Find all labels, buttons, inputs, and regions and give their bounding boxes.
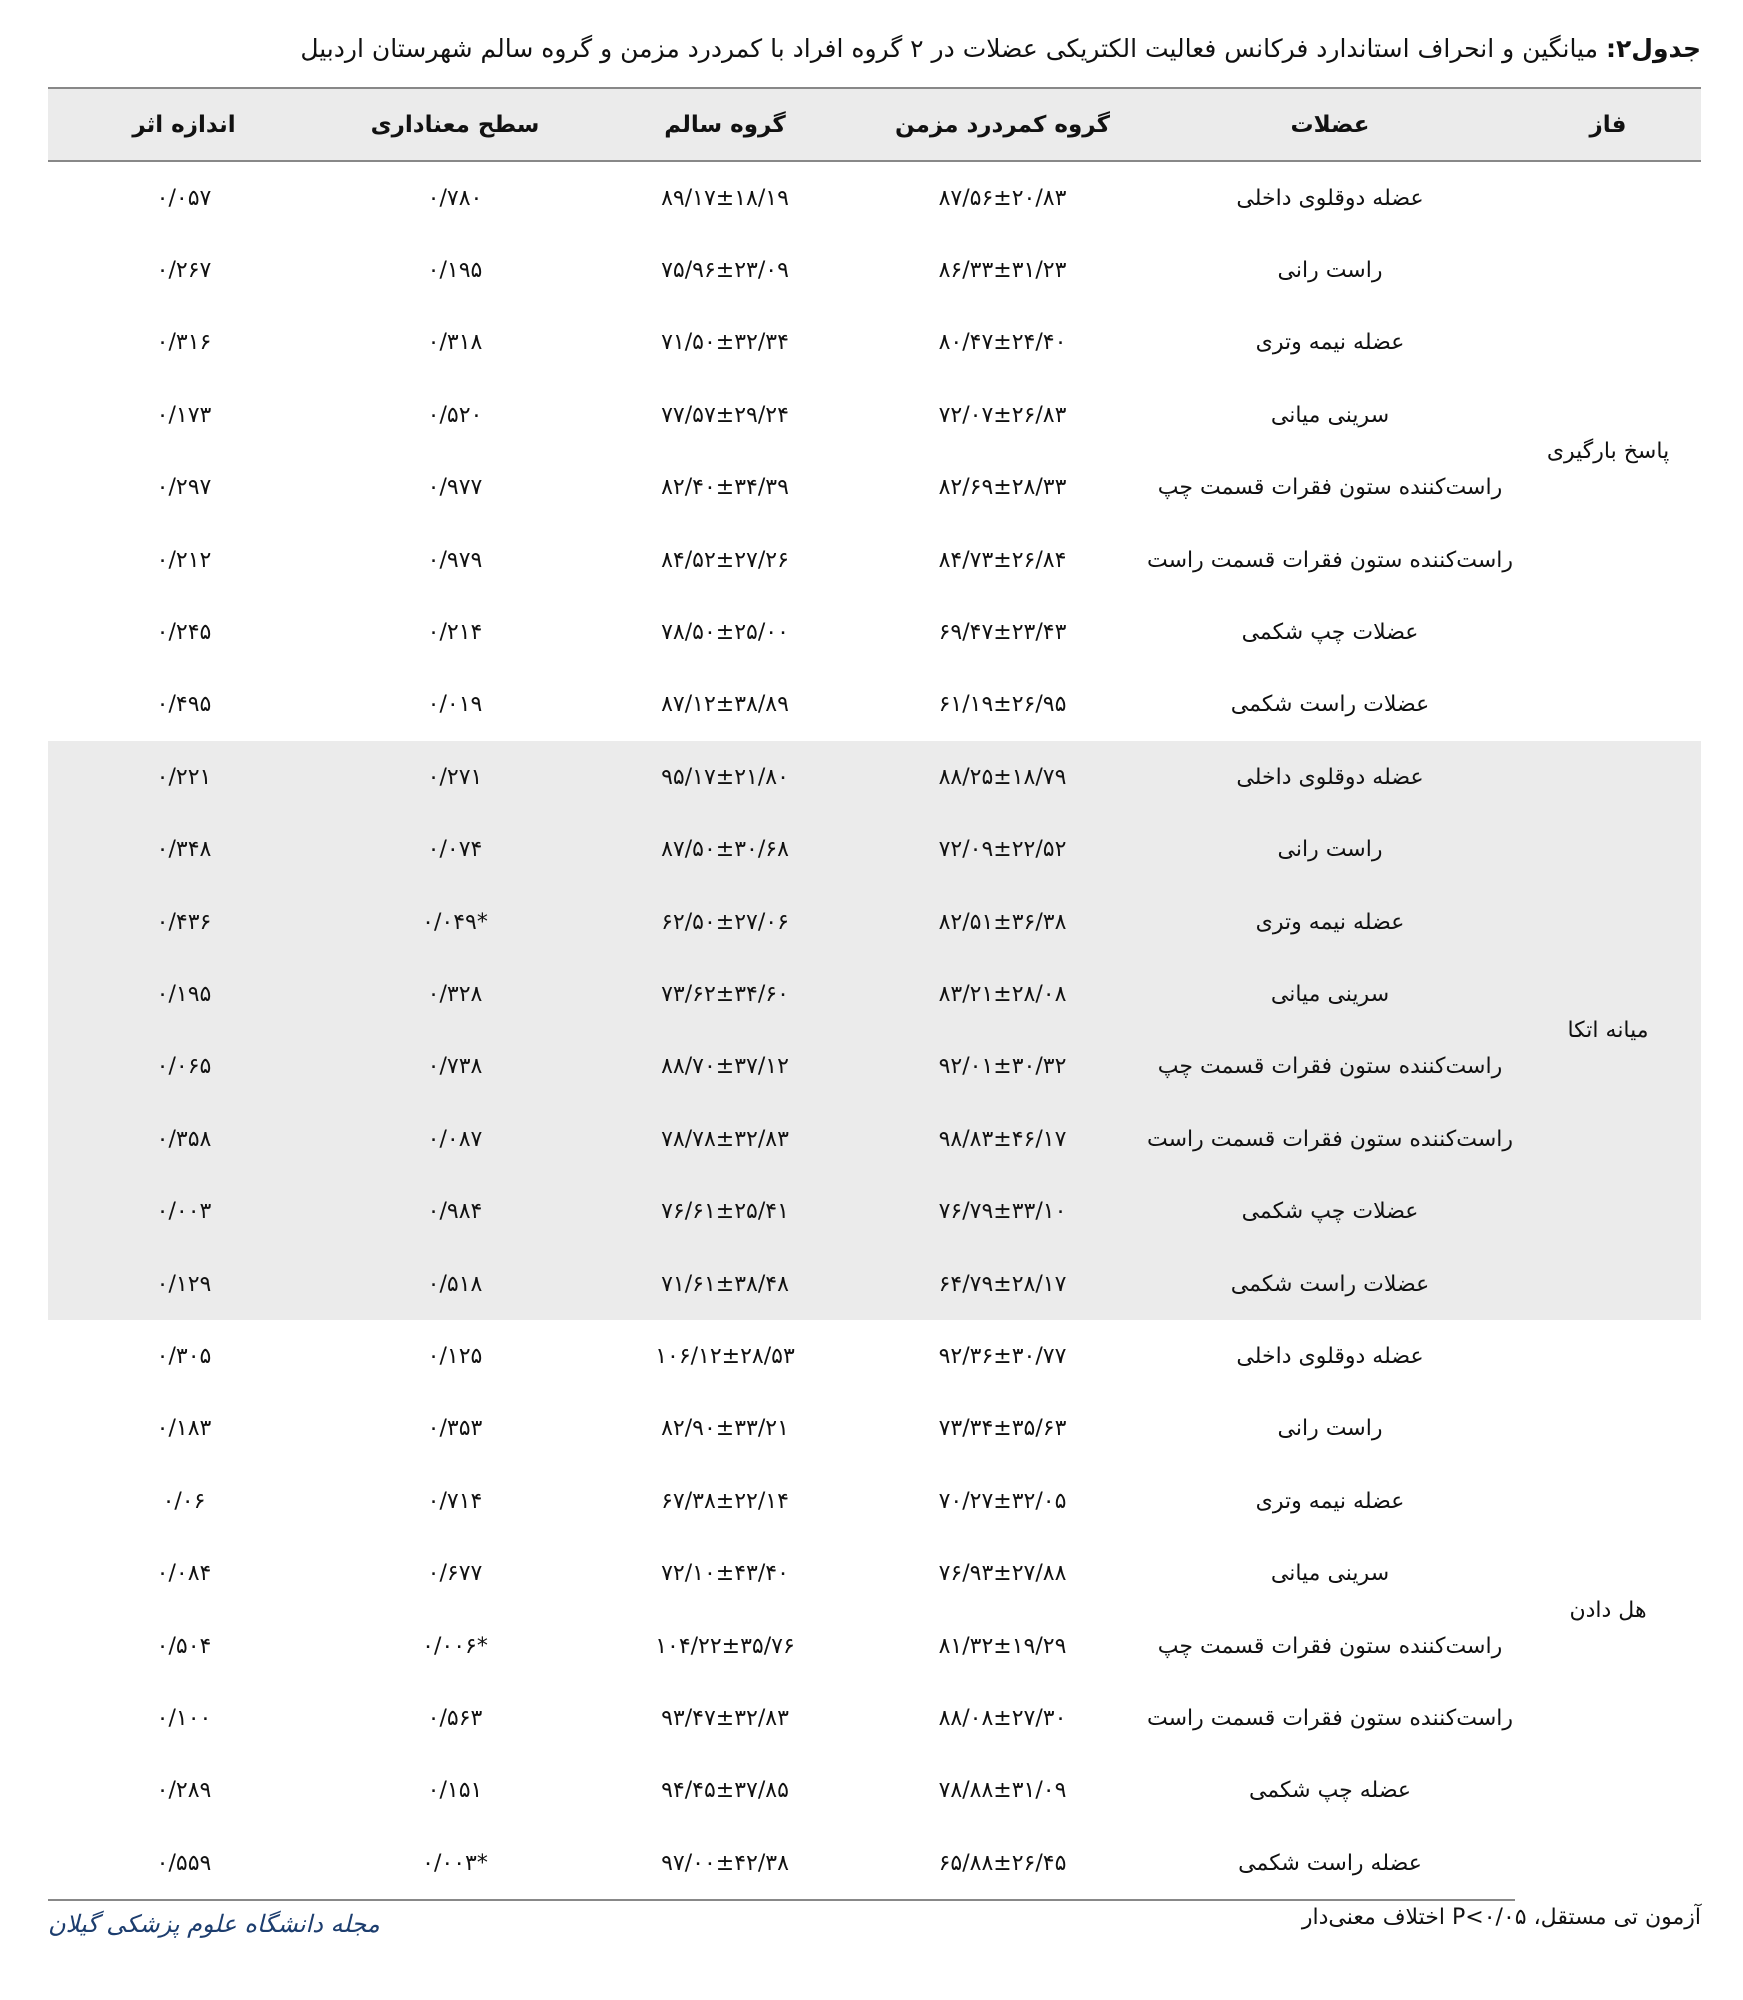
patient-value-cell: ۷۶/۹۳±۲۷/۸۸ [938,1561,1067,1587]
patient-value-cell: ۸۷/۵۶±۲۰/۸۳ [938,185,1067,211]
table-row [48,741,1701,813]
healthy-value-cell: ۸۲/۹۰±۳۳/۲۱ [661,1416,789,1442]
table-row [48,1537,1701,1609]
significance-cell: ۰/۰۴۹* [320,886,590,958]
significance-cell: ۰/۹۸۴ [320,1175,590,1247]
significance-cell: ۰/۱۲۵ [427,1343,483,1369]
effect-size-cell: ۰/۴۳۶ [48,886,320,958]
healthy-value-cell: ۷۳/۶۲±۳۴/۶۰ [590,958,860,1030]
header-muscles: عضلات [1145,88,1515,161]
table-row [48,1755,1701,1827]
muscle-cell: راست رانی [1277,1416,1383,1442]
healthy-value-cell: ۷۷/۵۷±۲۹/۲۴ [661,402,789,428]
significance-cell: ۰/۵۶۳ [427,1705,483,1731]
muscle-cell: راست‌کننده ستون فقرات قسمت راست [1145,1103,1515,1175]
table-row [48,379,1701,451]
muscle-cell: عضله دوقلوی داخلی [1236,185,1424,211]
effect-size-cell: ۰/۵۰۴ [156,1633,212,1659]
patient-value-cell: ۸۶/۳۳±۳۱/۲۳ [938,258,1067,284]
patient-value-cell: ۷۶/۷۹±۳۳/۱۰ [860,1175,1145,1247]
effect-size-cell: ۰/۰۶۵ [48,1031,320,1103]
muscle-cell: عضله دوقلوی داخلی [1236,1343,1424,1369]
muscle-cell: راست‌کننده ستون فقرات قسمت چپ [1145,1031,1515,1103]
healthy-value-cell: ۹۵/۱۷±۲۱/۸۰ [590,741,860,813]
effect-size-cell: ۰/۰۶ [162,1488,206,1514]
table-row [48,1682,1701,1754]
patient-value-cell: ۹۲/۰۱±۳۰/۳۲ [860,1031,1145,1103]
healthy-value-cell: ۸۸/۷۰±۳۷/۱۲ [590,1031,860,1103]
muscle-cell: راست رانی [1145,814,1515,886]
patient-value-cell: ۶۹/۴۷±۲۳/۴۳ [938,620,1067,646]
significance-cell: ۰/۰۸۷ [320,1103,590,1175]
healthy-value-cell: ۸۴/۵۲±۲۷/۲۶ [661,547,789,573]
muscle-cell: عضلات چپ شکمی [1241,620,1419,646]
muscle-cell: عضلات راست شکمی [1230,692,1430,718]
patient-value-cell: ۹۲/۳۶±۳۰/۷۷ [938,1343,1067,1369]
muscle-cell: سرینی میانی [1145,958,1515,1030]
table-row [48,958,1701,1030]
table-row [48,1827,1701,1900]
patient-value-cell: ۹۸/۸۳±۴۶/۱۷ [860,1103,1145,1175]
header-row [48,88,1701,161]
effect-size-cell: ۰/۳۱۶ [156,330,212,356]
healthy-value-cell: ۹۴/۴۵±۳۷/۸۵ [661,1778,789,1804]
patient-value-cell: ۶۵/۸۸±۲۶/۴۵ [860,1827,1145,1900]
healthy-value-cell: ۶۲/۵۰±۲۷/۰۶ [590,886,860,958]
healthy-value-cell: ۱۰۶/۱۲±۲۸/۵۳ [655,1343,795,1369]
phase-cell: پاسخ بارگیری [1546,439,1670,465]
muscle-cell: عضلات چپ شکمی [1145,1175,1515,1247]
healthy-value-cell: ۸۷/۱۲±۳۸/۸۹ [661,692,789,718]
healthy-value-cell: ۱۰۴/۲۲±۳۵/۷۶ [655,1633,795,1659]
patient-value-cell: ۸۰/۴۷±۲۴/۴۰ [938,330,1067,356]
effect-size-cell: ۰/۲۴۵ [156,620,212,646]
table-footnote: آزمون تی مستقل، P<۰/۰۵ اختلاف معنی‌دار [1301,1905,1701,1930]
effect-size-cell: ۰/۲۶۷ [156,258,212,284]
muscle-cell: راست‌کننده ستون فقرات قسمت راست [1146,547,1513,573]
caption-text: میانگین و انحراف استاندارد فرکانس فعالیت الکتریکی عضلات در ۲ گروه افراد با کمردرد مزمن و گروه سالم شهرستان اردبیل [300,34,1607,63]
significance-cell: ۰/۶۷۷ [427,1561,483,1587]
significance-cell: ۰/۰۰۶* [422,1633,488,1659]
effect-size-cell: ۰/۱۲۹ [48,1248,320,1320]
patient-value-cell: ۸۴/۷۳±۲۶/۸۴ [938,547,1067,573]
significance-cell: ۰/۷۱۴ [427,1488,483,1514]
effect-size-cell: ۰/۰۸۴ [156,1561,212,1587]
table-row [48,452,1701,524]
table-row [48,669,1701,741]
table-row [48,307,1701,379]
significance-cell: ۰/۰۰۳* [320,1827,590,1900]
patient-value-cell: ۷۲/۰۷±۲۶/۸۳ [938,402,1067,428]
effect-size-cell: ۰/۵۵۹ [48,1827,320,1900]
healthy-value-cell: ۷۶/۶۱±۲۵/۴۱ [590,1175,860,1247]
effect-size-cell: ۰/۲۹۷ [156,475,212,501]
muscle-cell: عضله راست شکمی [1145,1827,1515,1900]
healthy-value-cell: ۸۷/۵۰±۳۰/۶۸ [590,814,860,886]
patient-value-cell: ۸۲/۵۱±۳۶/۳۸ [860,886,1145,958]
table-row [48,814,1701,886]
patient-value-cell: ۸۲/۶۹±۲۸/۳۳ [938,475,1067,501]
effect-size-cell: ۰/۳۴۸ [48,814,320,886]
header-significance: سطح معناداری [320,88,590,161]
significance-cell: ۰/۵۱۸ [320,1248,590,1320]
muscle-cell: سرینی میانی [1270,402,1390,428]
effect-size-cell: ۰/۲۲۱ [48,741,320,813]
header-patient-group: گروه کمردرد مزمن [860,88,1145,161]
table-row [48,234,1701,306]
phase-cell: میانه اتکا [1515,741,1701,1320]
significance-cell: ۰/۰۱۹ [427,692,483,718]
table-row [48,161,1701,234]
healthy-value-cell: ۷۸/۵۰±۲۵/۰۰ [661,620,789,646]
effect-size-cell: ۰/۲۸۹ [156,1778,212,1804]
patient-value-cell: ۸۱/۳۲±۱۹/۲۹ [938,1633,1067,1659]
muscle-cell: عضله نیمه وتری [1255,330,1405,356]
significance-cell: ۰/۲۱۴ [427,620,483,646]
significance-cell: ۰/۷۳۸ [320,1031,590,1103]
significance-cell: ۰/۲۷۱ [320,741,590,813]
patient-value-cell: ۸۸/۰۸±۲۷/۳۰ [938,1705,1067,1731]
healthy-value-cell: ۹۳/۴۷±۳۲/۸۳ [661,1705,789,1731]
table-row [48,1320,1701,1392]
effect-size-cell: ۰/۰۵۷ [156,185,212,211]
table-row [48,1031,1701,1103]
significance-cell: ۰/۳۲۸ [320,958,590,1030]
muscle-cell: عضله نیمه وتری [1145,886,1515,958]
header-effect-size: اندازه اثر [48,88,320,161]
patient-value-cell: ۶۱/۱۹±۲۶/۹۵ [938,692,1067,718]
healthy-value-cell: ۸۲/۴۰±۳۴/۳۹ [661,475,789,501]
significance-cell: ۰/۵۲۰ [427,402,483,428]
effect-size-cell: ۰/۰۰۳ [48,1175,320,1247]
muscle-cell: راست‌کننده ستون فقرات قسمت چپ [1157,475,1503,501]
table-row [48,886,1701,958]
table-row [48,1393,1701,1465]
phase-cell: هل دادن [1569,1597,1647,1623]
header-phase: فاز [1515,88,1701,161]
table-row [48,1610,1701,1682]
table-row [48,524,1701,596]
patient-value-cell: ۸۸/۲۵±۱۸/۷۹ [860,741,1145,813]
effect-size-cell: ۰/۴۹۵ [156,692,212,718]
effect-size-cell: ۰/۱۸۳ [156,1416,212,1442]
muscle-cell: عضله چپ شکمی [1248,1778,1412,1804]
muscle-cell: سرینی میانی [1270,1561,1390,1587]
effect-size-cell: ۰/۳۰۵ [156,1343,212,1369]
effect-size-cell: ۰/۲۱۲ [156,547,212,573]
healthy-value-cell: ۷۸/۷۸±۳۲/۸۳ [590,1103,860,1175]
patient-value-cell: ۷۲/۰۹±۲۲/۵۲ [860,814,1145,886]
caption-label: جدول۲: [1606,34,1701,63]
effect-size-cell: ۰/۱۰۰ [156,1705,212,1731]
healthy-value-cell: ۷۲/۱۰±۴۳/۴۰ [661,1561,789,1587]
table-row [48,1175,1701,1247]
significance-cell: ۰/۳۱۸ [427,330,483,356]
table-caption [300,34,1701,63]
table-row [48,596,1701,668]
significance-cell: ۰/۹۷۷ [427,475,483,501]
healthy-value-cell: ۷۱/۶۱±۳۸/۴۸ [590,1248,860,1320]
table-row [48,1248,1701,1320]
muscle-cell: راست رانی [1277,258,1383,284]
significance-cell: ۰/۱۵۱ [427,1778,483,1804]
muscle-cell: راست‌کننده ستون فقرات قسمت چپ [1157,1633,1503,1659]
significance-cell: ۰/۷۸۰ [427,185,483,211]
patient-value-cell: ۷۰/۲۷±۳۲/۰۵ [938,1488,1067,1514]
effect-size-cell: ۰/۳۵۸ [48,1103,320,1175]
significance-cell: ۰/۰۷۴ [320,814,590,886]
healthy-value-cell: ۶۷/۳۸±۲۲/۱۴ [661,1488,789,1514]
patient-value-cell: ۸۳/۲۱±۲۸/۰۸ [860,958,1145,1030]
muscle-cell: راست‌کننده ستون فقرات قسمت راست [1146,1705,1513,1731]
healthy-value-cell: ۹۷/۰۰±۴۲/۳۸ [590,1827,860,1900]
patient-value-cell: ۷۳/۳۴±۳۵/۶۳ [938,1416,1067,1442]
healthy-value-cell: ۷۵/۹۶±۲۳/۰۹ [661,258,789,284]
muscle-cell: عضله دوقلوی داخلی [1145,741,1515,813]
table-row [48,1103,1701,1175]
effect-size-cell: ۰/۱۷۳ [156,402,212,428]
header-healthy-group: گروه سالم [590,88,860,161]
significance-cell: ۰/۳۵۳ [427,1416,483,1442]
significance-cell: ۰/۱۹۵ [427,258,483,284]
muscle-cell: عضله نیمه وتری [1255,1488,1405,1514]
results-table [48,87,1701,1901]
patient-value-cell: ۶۴/۷۹±۲۸/۱۷ [860,1248,1145,1320]
patient-value-cell: ۷۸/۸۸±۳۱/۰۹ [938,1778,1067,1804]
healthy-value-cell: ۸۹/۱۷±۱۸/۱۹ [661,185,789,211]
effect-size-cell: ۰/۱۹۵ [48,958,320,1030]
muscle-cell: عضلات راست شکمی [1145,1248,1515,1320]
significance-cell: ۰/۹۷۹ [427,547,483,573]
table-row [48,1465,1701,1537]
healthy-value-cell: ۷۱/۵۰±۳۲/۳۴ [661,330,789,356]
journal-logo: مجله دانشگاه علوم پزشکی گیلان [48,1910,380,1938]
